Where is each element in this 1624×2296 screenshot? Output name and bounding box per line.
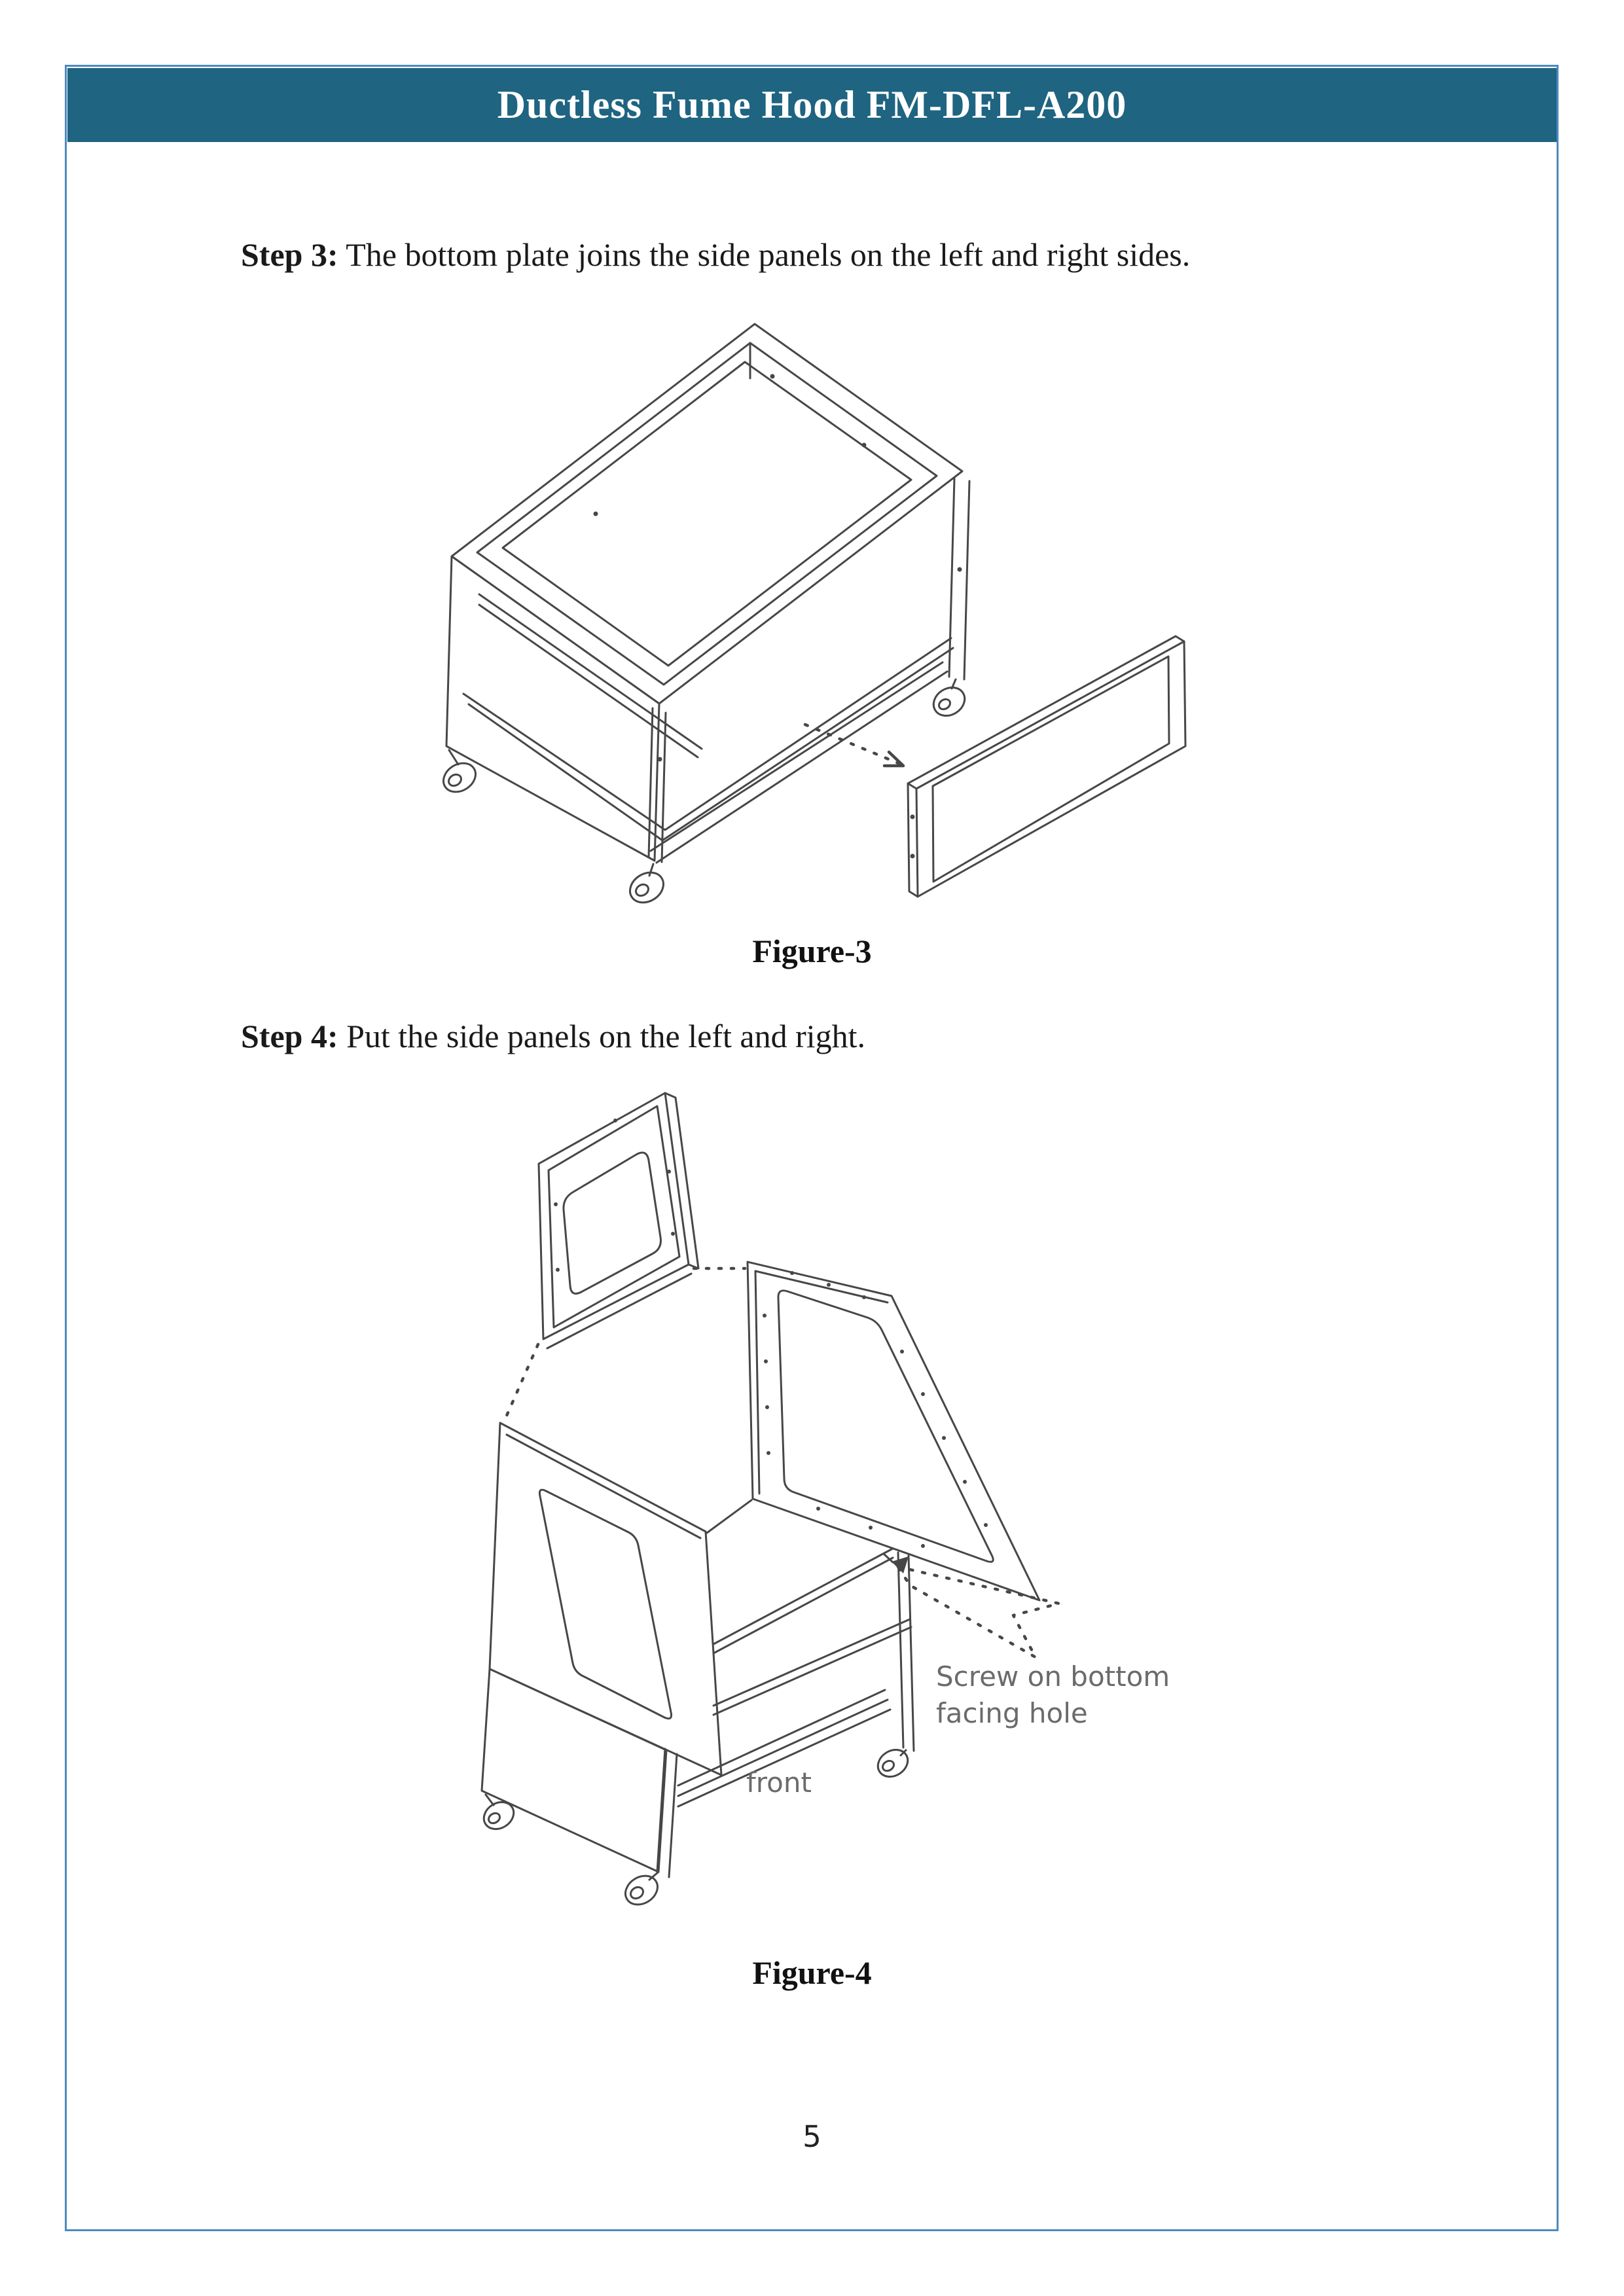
screw-annotation [936,1659,1170,1732]
screw-annotation-line1: Screw on bottom [936,1660,1170,1693]
step-4-paragraph [241,1016,865,1056]
figure-4-drawing [425,1080,1244,1931]
step-4-text: Put the side panels on the left and right. [346,1018,866,1054]
figure-3-drawing [406,288,1218,956]
screw-annotation-line2: facing hole [936,1697,1088,1729]
header-title: Ductless Fume Hood FM-DFL-A200 [497,83,1127,126]
front-label: front [746,1767,812,1799]
step-3-paragraph [241,234,1190,275]
header-banner [67,68,1557,142]
figure-3-caption: Figure-3 [752,933,872,969]
step-4-label: Step 4: [241,1018,338,1054]
step-3-text: The bottom plate joins the side panels on the left and right sides. [346,236,1191,273]
figure-4-caption: Figure-4 [752,1954,872,1991]
insert-direction-dashed-arrow [805,725,903,766]
page-number: 5 [803,2119,821,2154]
detached-side-panel [539,1093,698,1348]
cabinet-frame [446,324,969,863]
step-3-label: Step 3: [241,236,338,273]
